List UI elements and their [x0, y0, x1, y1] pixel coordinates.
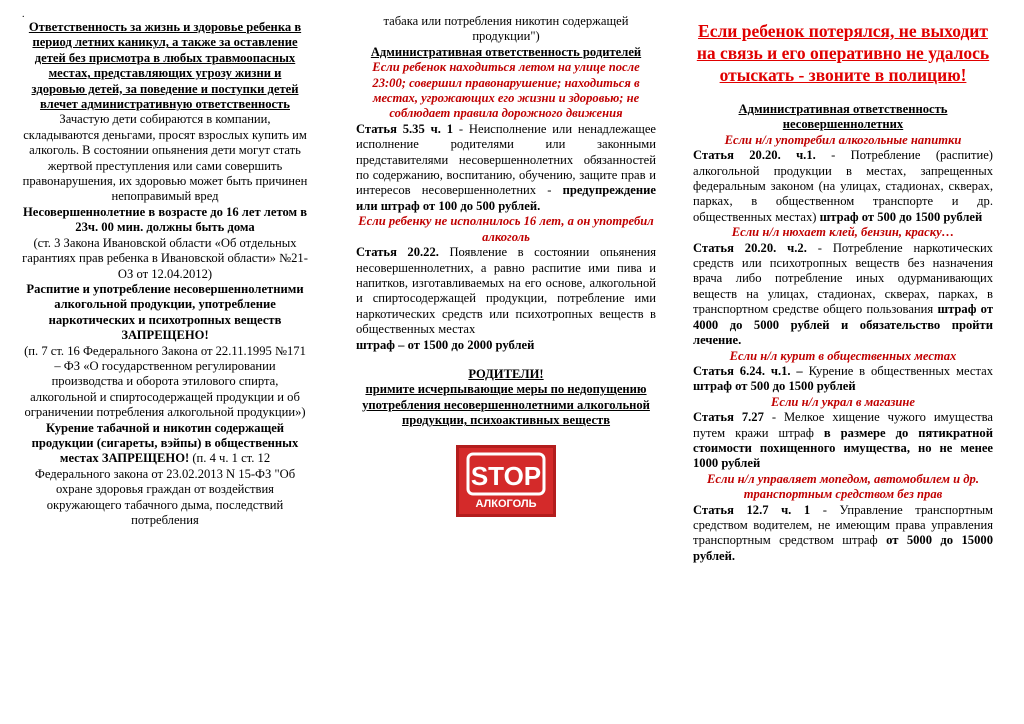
stop-sub: АЛКОГОЛЬ: [475, 497, 537, 510]
stop-alcohol-icon: [456, 445, 556, 517]
article-5-35: [356, 122, 656, 214]
curfew-rule: Несовершеннолетние в возрасте до 16 лет летом в 23ч. 00 мин. должны быть дома: [22, 204, 308, 235]
article-20-22-text: Появление в состоянии опьянения несовершеннолетних, а равно распитие ими пива и напитков, изготавливаемых на его основе, алкогольной и спиртосодержащей продукции, потребление ими наркотических средств или психотропных веществ в общественных местах: [356, 245, 656, 337]
article-6-24: [693, 364, 993, 395]
stop-word: STOP: [470, 460, 542, 491]
case-shoplifting: Если н/л украл в магазине: [770, 394, 916, 409]
police-call-title: Если ребенок потерялся, не выходит на связь и его оперативно не удалось отыскать - звоните в полицию!: [696, 21, 990, 85]
minors-responsibility-heading: Административная ответственность несовершеннолетних: [738, 102, 948, 132]
alcohol-ban-rule: Распитие и употребление несовершеннолетними алкогольной продукции, употребление наркотических и психотропных веществ ЗАПРЕЩЕНО!: [26, 281, 304, 343]
case-under-16-alcohol: Если ребенку не исполнилось 16 лет, а он употребил алкоголь: [358, 214, 654, 244]
case-glue-sniffing: Если н/л нюхает клей, бензин, краску…: [731, 225, 955, 240]
article-12-7: [693, 503, 993, 565]
article-6-24-text: Курение в общественных местах: [802, 363, 993, 378]
article-5-35-number: Статья 5.35 ч. 1: [356, 121, 454, 136]
article-6-24-number: Статья 6.24. ч.1. –: [693, 363, 803, 378]
article-7-27-number: Статья 7.27: [693, 410, 764, 425]
article-7-27-penalty: в размере до пятикратной стоимости похищенного имущества, но не менее 1000 рублей: [693, 425, 993, 471]
case-alcohol: Если н/л употребил алкогольные напитки: [724, 132, 962, 147]
article-7-27-text: - Мелкое хищение чужого имущества путем кражи штраф: [693, 410, 993, 440]
column-middle: [356, 14, 656, 724]
article-20-20-1: [693, 148, 993, 225]
article-12-7-penalty: от 5000 до 15000 рублей.: [693, 533, 993, 563]
column-left: [22, 10, 308, 724]
article-20-20-2-penalty: штраф от 4000 до 5000 рублей и обязательство пройти лечение.: [693, 302, 993, 348]
alcohol-law-reference: (п. 7 ст. 16 Федерального Закона от 22.11.1995 №171 – ФЗ «О государственном регулировании производства и оборота этилового спирта, алкогольной и спиртосодержащей продукции и об ограничении потребления алкогольной продукции»): [24, 343, 306, 420]
article-20-20-2-number: Статья 20.20. ч.2.: [693, 240, 807, 255]
parents-title: РОДИТЕЛИ!: [468, 366, 544, 381]
stop-alcohol-logo: [356, 445, 656, 517]
law-continuation: табака или потребления никотин содержащей продукции"): [383, 14, 629, 44]
article-5-35-text: - Неисполнение или ненадлежащее исполнение родителями или законными представителями несовершеннолетних обязанностей по содержанию, воспитанию, обучению, защите прав и интересов несовершеннолетних -: [356, 121, 656, 198]
case-smoking: Если н/л курит в общественных местах: [729, 348, 957, 363]
article-6-24-penalty: штраф от 500 до 1500 рублей: [693, 379, 856, 394]
article-20-20-1-penalty: штраф от 500 до 1500 рублей: [819, 209, 983, 224]
curfew-law-reference: (ст. 3 Закона Ивановской области «Об отдельных гарантиях прав ребенка в Ивановской области» №21-ОЗ от 12.04.2012): [22, 235, 308, 281]
article-20-22-number: Статья 20.22.: [356, 245, 439, 260]
case-night-street: Если ребенок находиться летом на улице после 23:00; совершил правонарушение; находиться в местах, угрожающих его жизни и здоровью; не соблюдает правила дорожного движения: [372, 60, 640, 121]
article-20-20-1-number: Статья 20.20. ч.1.: [693, 148, 816, 163]
column-right: [693, 20, 993, 724]
article-20-22: [356, 245, 656, 337]
smoking-ban-rule: Курение табачной и никотин содержащей продукции (сигареты, вэйпы) в общественных местах ЗАПРЕЩЕНО!: [31, 420, 299, 466]
article-5-35-penalty: предупреждение или штраф от 100 до 500 рублей.: [356, 183, 656, 213]
parents-appeal: примите исчерпывающие меры по недопущению употребления несовершеннолетними алкогольной продукции, психоактивных веществ: [362, 382, 650, 428]
alcohol-intro-paragraph: Зачастую дети собираются в компании, складываются деньгами, просят взрослых купить им алкоголь. В состоянии опьянения дети могут стать жертвой преступления или сами совершить правонарушения, их здоровью может быть причинен непоправимый вред: [22, 112, 308, 204]
smoking-block: [22, 421, 308, 529]
article-20-20-1-text: - Потребление (распитие) алкогольной продукции в местах, запрещенных федеральным законом (на улицах, стадионах, скверах, парках, в общественном транспорте и др. общественных местах): [693, 148, 993, 224]
responsibility-heading: Ответственность за жизнь и здоровье ребенка в период летних каникул, а также за оставление детей без присмотра в любых травмоопасных местах, представляющих угрозу жизни и здоровью детей, за поведение и поступки детей влечет административную ответственность: [28, 20, 302, 112]
article-20-22-penalty: штраф – от 1500 до 2000 рублей: [356, 337, 535, 352]
article-12-7-text: - Управление транспортным средством водителем, не имеющим права управления транспортным средством штраф: [693, 502, 993, 548]
article-20-20-2: [693, 241, 993, 349]
article-20-20-2-text: - Потребление наркотических средств или психотропных веществ без назначения врача либо потребление иных одурманивающих веществ на улицах, стадионах, скверах, парках, в транспортном средстве общего пользования: [693, 240, 993, 317]
article-12-7-number: Статья 12.7 ч. 1: [693, 502, 811, 517]
stray-dot: .: [22, 10, 25, 20]
case-driving: Если н/л управляет мопедом, автомобилем и др. транспортным средством без прав: [707, 471, 979, 502]
parents-responsibility-heading: Административная ответственность родителей: [370, 44, 642, 59]
smoking-law-reference: (п. 4 ч. 1 ст. 12 Федерального закона от 23.02.2013 N 15-ФЗ "Об охране здоровья граждан от воздействия окружающего табачного дыма, последствий потребления: [34, 451, 296, 527]
article-7-27: [693, 410, 993, 472]
